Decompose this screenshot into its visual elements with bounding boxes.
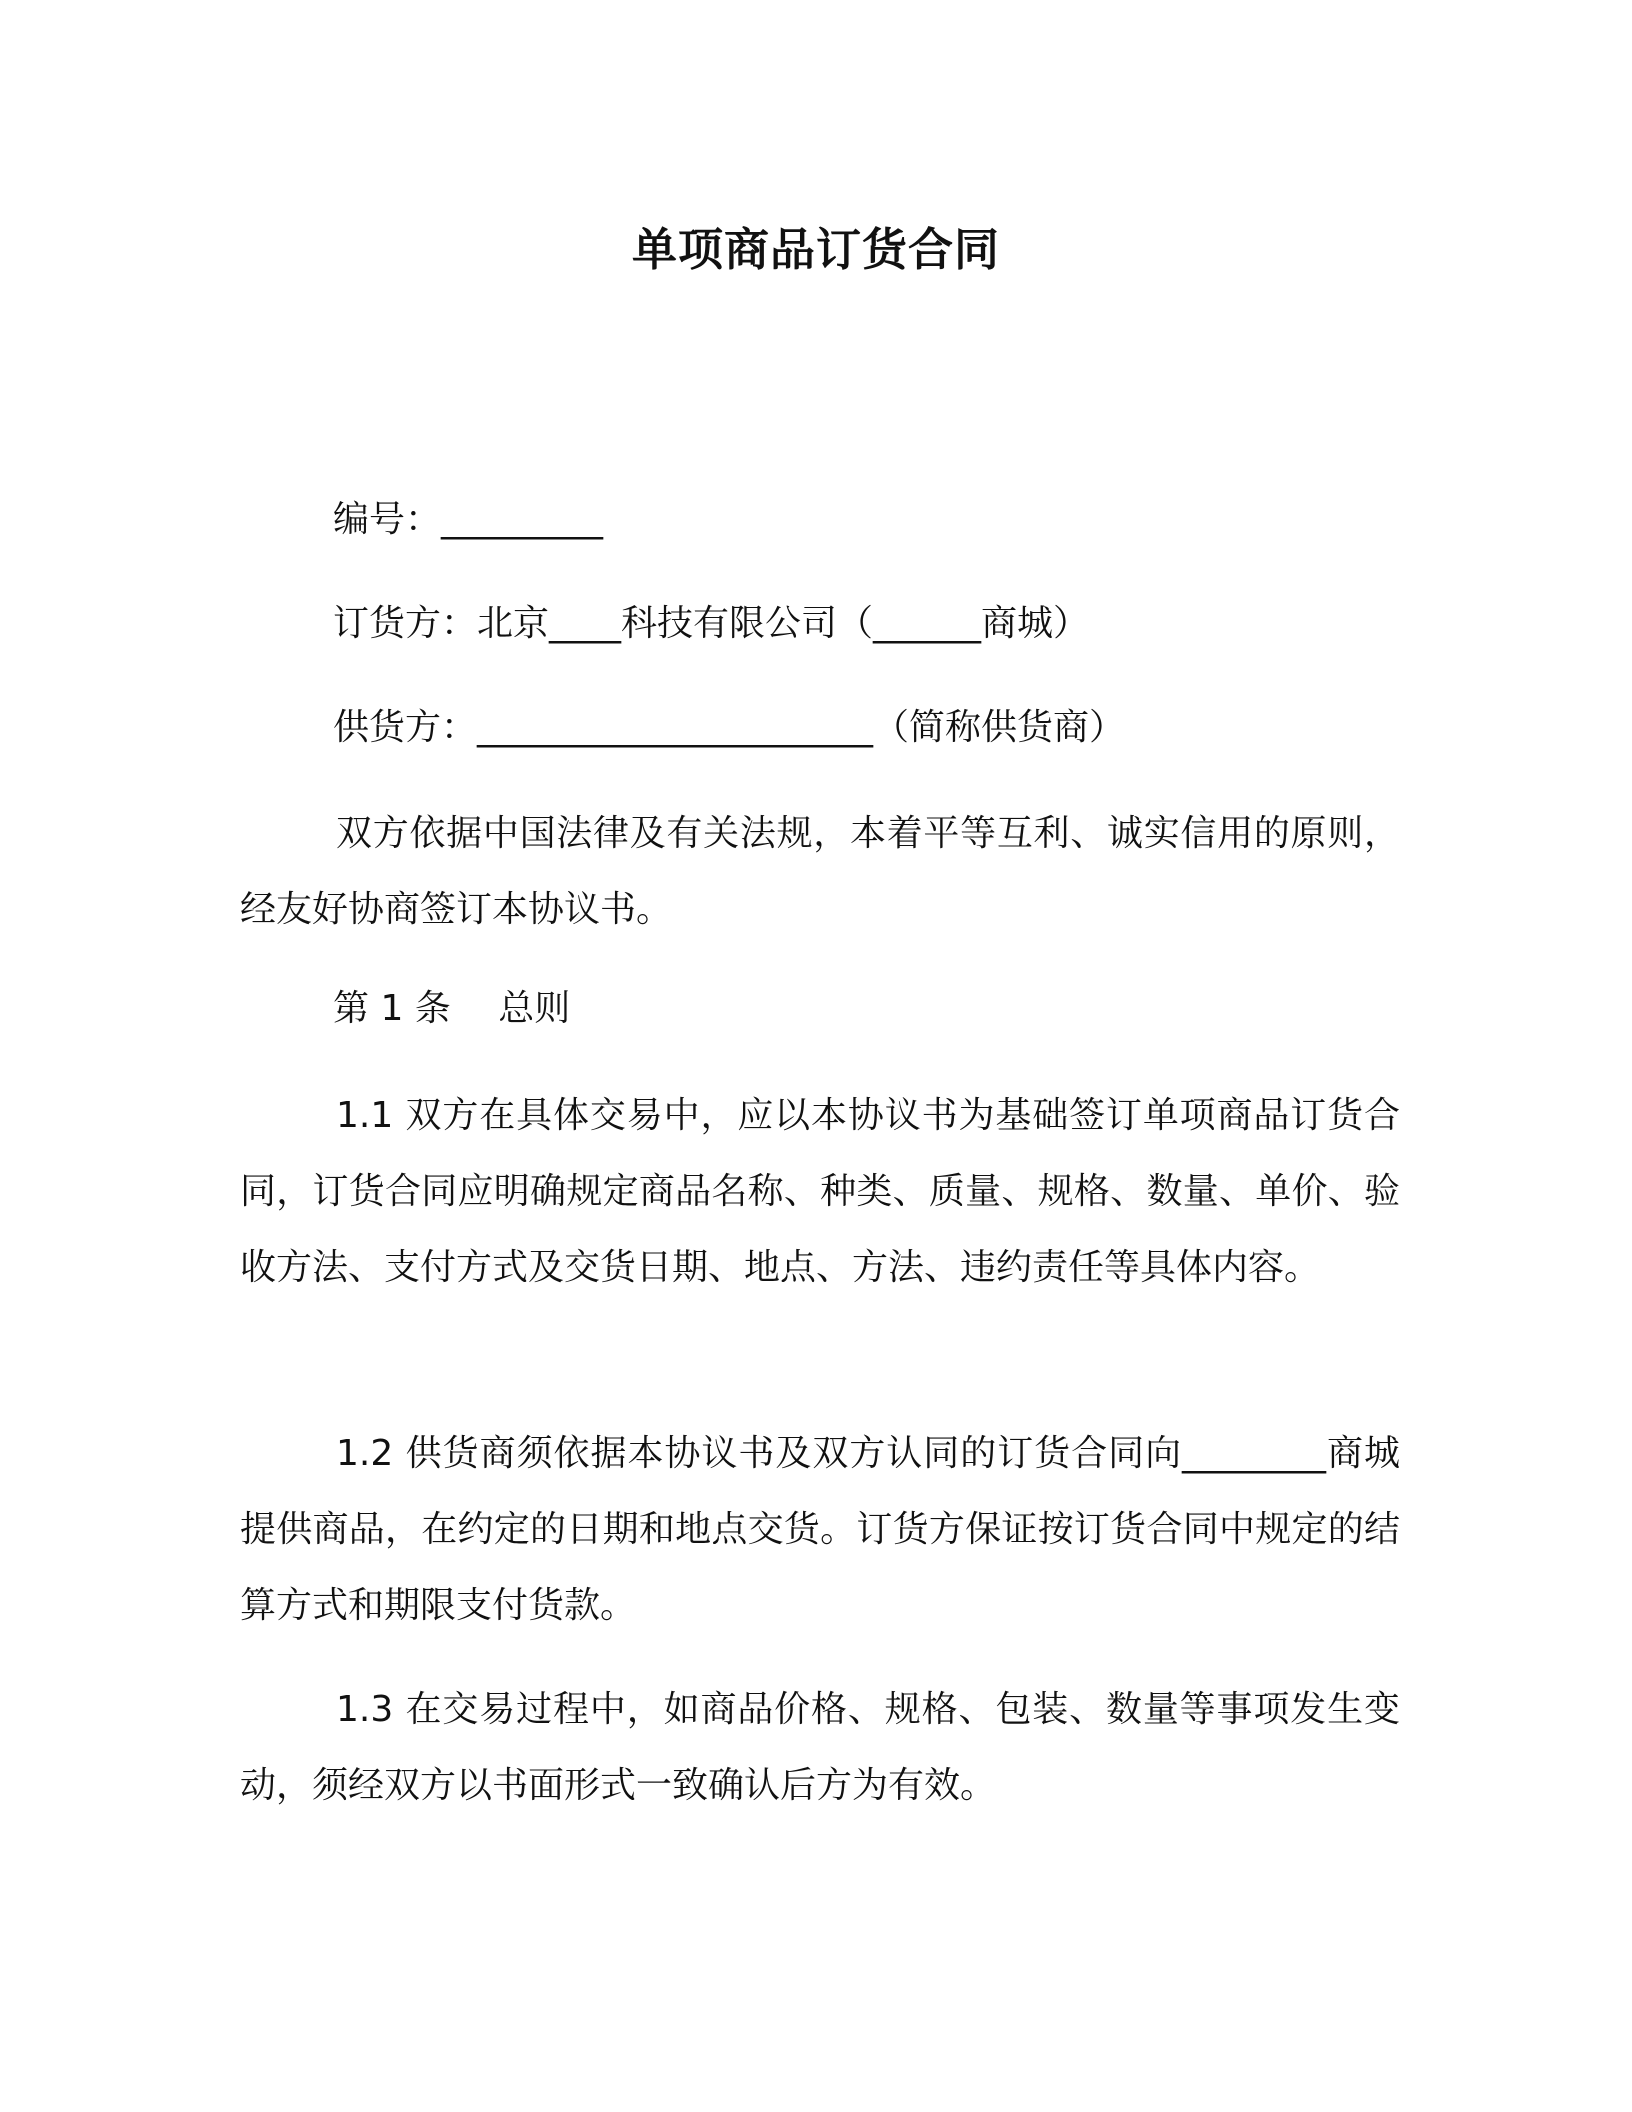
buyer-field: 订货方：北京____科技有限公司（______商城） [333, 603, 1090, 644]
preamble-paragraph: 双方依据中国法律及有关法规，本着平等互利、诚实信用的原则，经友好协商签订本协议书。 [240, 813, 1400, 930]
contract-number-field: 编号：_________ [333, 499, 604, 540]
document-title: 单项商品订货合同 [631, 223, 1000, 276]
article-1-heading: 第 1 条 总则 [333, 988, 571, 1029]
clause-1-2: 1.2 供货商须依据本协议书及双方认同的订货合同向________商城提供商品，在约定的日期和地点交货。订货方保证按订货合同中规定的结算方式和期限支付货款。 [240, 1433, 1400, 1626]
clause-1-3: 1.3 在交易过程中，如商品价格、规格、包装、数量等事项发生变动，须经双方以书面形式一致确认后方为有效。 [240, 1689, 1400, 1806]
supplier-field: 供货方：______________________（简称供货商） [333, 707, 1126, 748]
clause-1-1: 1.1 双方在具体交易中，应以本协议书为基础签订单项商品订货合同，订货合同应明确规定商品名称、种类、质量、规格、数量、单价、验收方法、支付方式及交货日期、地点、方法、违约责任等具体内容。 [240, 1095, 1400, 1288]
